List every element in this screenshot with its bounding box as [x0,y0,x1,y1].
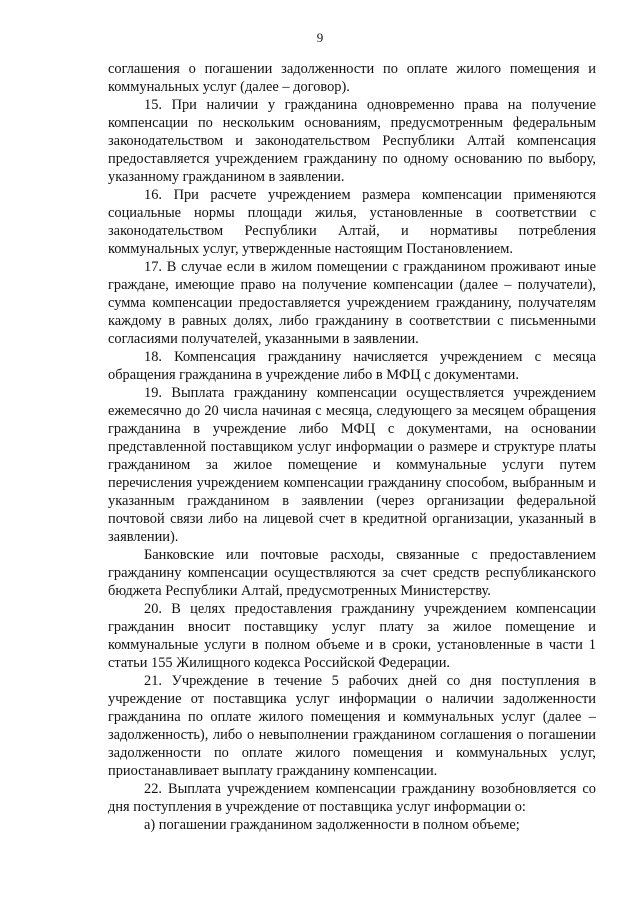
page-number: 9 [316,30,324,45]
paragraph-22a: а) погашении гражданином задолженности в полном объеме; [144,817,520,833]
document-body [108,60,596,834]
paragraph-bank-expenses: Банковские или почтовые расходы, связанные с предоставлением гражданину компенсации осуществляются за счет средств республиканского бюджета Республики Алтай, предусмотренных Министерству. [108,547,596,599]
paragraph-continuation: соглашения о погашении задолженности по оплате жилого помещения и коммунальных услуг (далее – договор). [108,61,596,95]
paragraph-19: 19. Выплата гражданину компенсации осуществляется учреждением ежемесячно до 20 числа начиная с месяца, следующего за месяцем обращения гражданина в учреждение либо МФЦ с документами, на основании представленной поставщиком услуг информации о размере и структуре платы гражданином за жилое помещение и коммунальные услуги путем перечисления учреждением компенсации гражданину способом, выбранным и указанным гражданином в заявлении (через организации федеральной почтовой связи либо на лицевой счет в кредитной организации, указанный в заявлении). [108,385,596,545]
paragraph-20: 20. В целях предоставления гражданину учреждением компенсации гражданин вносит поставщику услуг плату за жилое помещение и коммунальные услуги в полном объеме и в сроки, установленные в части 1 статьи 155 Жилищного кодекса Российской Федерации. [108,601,596,671]
paragraph-21: 21. Учреждение в течение 5 рабочих дней со дня поступления в учреждение от поставщика услуг информации о наличии задолженности гражданина по оплате жилого помещения и коммунальных услуг (далее – задолженность), либо о невыполнении гражданином соглашения о погашении задолженности по оплате жилого помещения и коммунальных услуг, приостанавливает выплату гражданину компенсации. [108,673,596,779]
paragraph-22: 22. Выплата учреждением компенсации гражданину возобновляется со дня поступления в учреждение от поставщика услуг информации о: [108,781,596,815]
paragraph-17: 17. В случае если в жилом помещении с гражданином проживают иные граждане, имеющие право на получение компенсации (далее – получатели), сумма компенсации предоставляется учреждением гражданину, получателям каждому в равных долях, либо гражданину в соответствии с письменными согласиями получателей, указанными в заявлении. [108,259,596,347]
paragraph-15: 15. При наличии у гражданина одновременно права на получение компенсации по нескольким основаниям, предусмотренным федеральным законодательством и законодательством Республики Алтай компенсация предоставляется учреждением гражданину по одному основанию по выбору, указанному гражданином в заявлении. [108,97,596,185]
paragraph-18: 18. Компенсация гражданину начисляется учреждением с месяца обращения гражданина в учреждение либо в МФЦ с документами. [108,349,596,383]
paragraph-16: 16. При расчете учреждением размера компенсации применяются социальные нормы площади жилья, установленные в соответствии с законодательством Республики Алтай, и нормативы потребления коммунальных услуг, утвержденные настоящим Постановлением. [108,187,596,257]
